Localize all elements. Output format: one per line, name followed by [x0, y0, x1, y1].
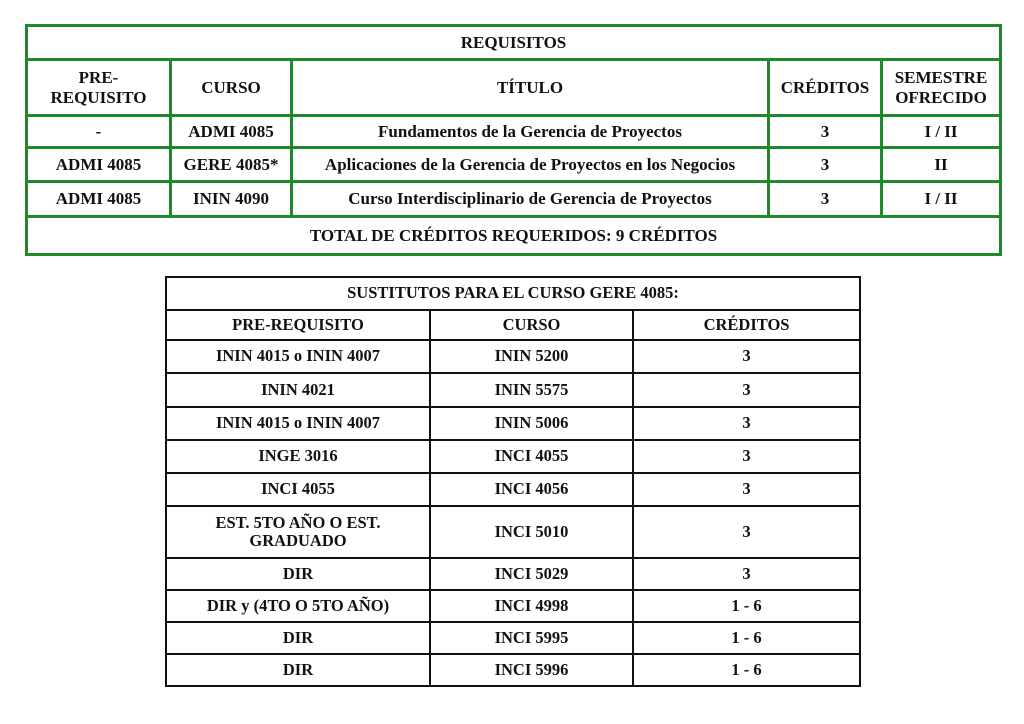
header-text: SEMESTRE	[894, 68, 988, 88]
cell-creditos: 3	[633, 558, 860, 590]
cell-semestre: I / II	[882, 116, 1001, 148]
table-row	[27, 182, 1001, 217]
cell-titulo: Aplicaciones de la Gerencia de Proyectos en los Negocios	[292, 148, 769, 182]
table-row	[166, 340, 860, 373]
cell-creditos: 3	[633, 340, 860, 373]
table-total-row	[27, 217, 1001, 255]
table-header-row	[166, 310, 860, 340]
table-row	[166, 506, 860, 558]
cell-curso: INCI 5996	[430, 654, 633, 686]
cell-curso: ININ 4090	[171, 182, 292, 217]
sustitutos-table	[165, 276, 861, 687]
cell-creditos: 1 - 6	[633, 654, 860, 686]
cell-titulo: Fundamentos de la Gerencia de Proyectos	[292, 116, 769, 148]
cell-prerequisito: DIR	[166, 558, 430, 590]
cell-prerequisito: ININ 4015 o ININ 4007	[166, 340, 430, 373]
table-title-row	[166, 277, 860, 310]
table-row	[166, 590, 860, 622]
cell-creditos: 3	[769, 182, 882, 217]
table-row	[166, 622, 860, 654]
cell-prerequisito: INGE 3016	[166, 440, 430, 473]
cell-curso: ADMI 4085	[171, 116, 292, 148]
header-prerequisito: PRE-REQUISITO	[166, 310, 430, 340]
table-row	[166, 654, 860, 686]
header-curso: CURSO	[171, 60, 292, 116]
table-title-row	[27, 26, 1001, 60]
cell-semestre: I / II	[882, 182, 1001, 217]
cell-creditos: 3	[769, 116, 882, 148]
header-titulo: TÍTULO	[292, 60, 769, 116]
table-row	[166, 440, 860, 473]
table-row	[166, 407, 860, 440]
cell-prerequisito: ININ 4015 o ININ 4007	[166, 407, 430, 440]
cell-creditos: 3	[633, 506, 860, 558]
header-text: PRE-	[78, 68, 119, 88]
cell-prerequisito: DIR	[166, 622, 430, 654]
cell-curso: INCI 5010	[430, 506, 633, 558]
cell-curso: ININ 5575	[430, 373, 633, 407]
cell-creditos: 3	[633, 440, 860, 473]
cell-prerequisito: INCI 4055	[166, 473, 430, 506]
header-prerequisito	[27, 60, 171, 116]
cell-prerequisito: EST. 5TO AÑO O EST. GRADUADO	[166, 506, 430, 558]
header-creditos: CRÉDITOS	[633, 310, 860, 340]
table-row	[166, 373, 860, 407]
cell-curso: INCI 4056	[430, 473, 633, 506]
table-row	[166, 558, 860, 590]
cell-curso: INCI 4055	[430, 440, 633, 473]
cell-prerequisito: ADMI 4085	[27, 182, 171, 217]
requisitos-table	[25, 24, 1002, 256]
cell-curso: INCI 5995	[430, 622, 633, 654]
cell-prerequisito: ININ 4021	[166, 373, 430, 407]
cell-creditos: 3	[769, 148, 882, 182]
cell-curso: INCI 4998	[430, 590, 633, 622]
table-title: SUSTITUTOS PARA EL CURSO GERE 4085:	[166, 277, 860, 310]
cell-prerequisito: ADMI 4085	[27, 148, 171, 182]
cell-prerequisito: DIR y (4TO O 5TO AÑO)	[166, 590, 430, 622]
table-row	[166, 473, 860, 506]
cell-curso: GERE 4085*	[171, 148, 292, 182]
cell-curso: ININ 5200	[430, 340, 633, 373]
cell-creditos: 3	[633, 407, 860, 440]
header-text: OFRECIDO	[895, 87, 987, 107]
table-header-row	[27, 60, 1001, 116]
total-creditos: TOTAL DE CRÉDITOS REQUERIDOS: 9 CRÉDITOS	[27, 217, 1001, 255]
cell-curso: ININ 5006	[430, 407, 633, 440]
cell-creditos: 1 - 6	[633, 590, 860, 622]
cell-prerequisito: -	[27, 116, 171, 148]
table-title: REQUISITOS	[27, 26, 1001, 60]
header-semestre	[882, 60, 1001, 116]
table-row	[27, 148, 1001, 182]
cell-prerequisito: DIR	[166, 654, 430, 686]
cell-titulo: Curso Interdisciplinario de Gerencia de Proyectos	[292, 182, 769, 217]
cell-creditos: 1 - 6	[633, 622, 860, 654]
cell-semestre: II	[882, 148, 1001, 182]
table-row	[27, 116, 1001, 148]
cell-curso: INCI 5029	[430, 558, 633, 590]
header-curso: CURSO	[430, 310, 633, 340]
cell-creditos: 3	[633, 373, 860, 407]
cell-creditos: 3	[633, 473, 860, 506]
header-text: REQUISITO	[50, 87, 147, 107]
header-creditos: CRÉDITOS	[769, 60, 882, 116]
